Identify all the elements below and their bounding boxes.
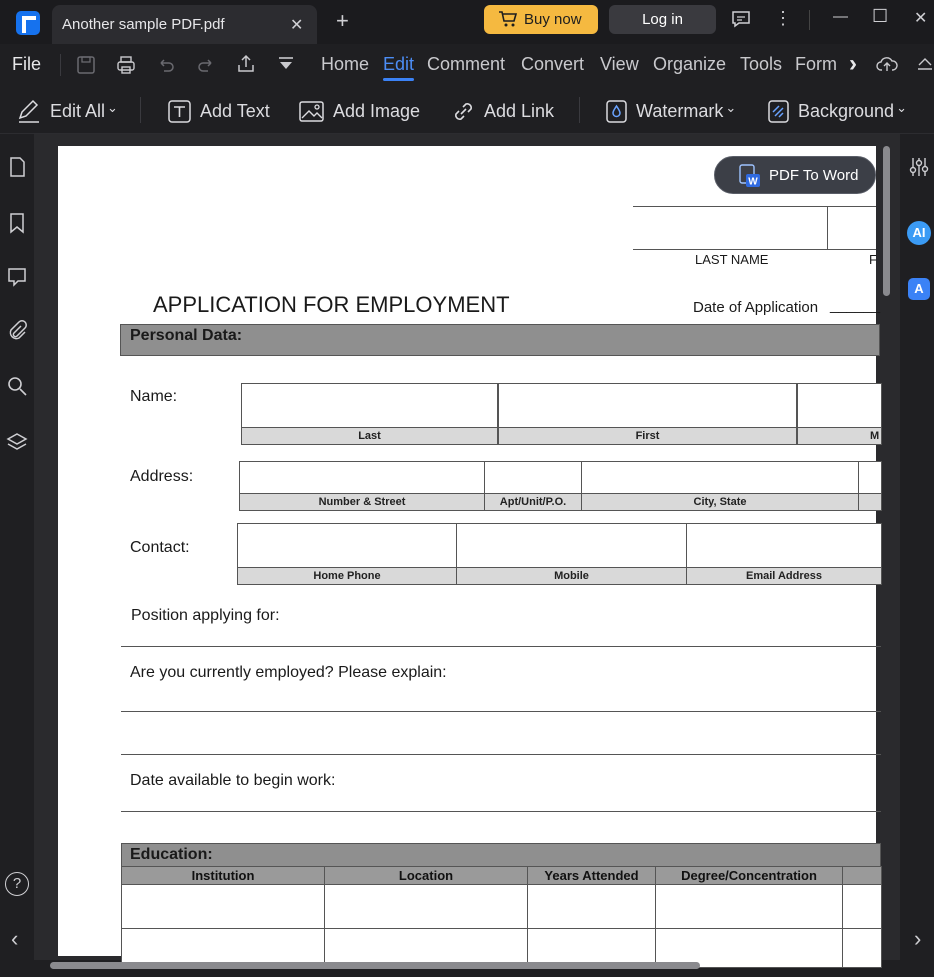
close-window-icon[interactable]: ✕ bbox=[914, 10, 928, 27]
pdf-page[interactable] bbox=[58, 146, 881, 956]
image-icon bbox=[298, 100, 325, 123]
edu-cell[interactable] bbox=[121, 884, 325, 929]
edu-cell[interactable] bbox=[324, 884, 528, 929]
edu-cell[interactable] bbox=[842, 884, 882, 929]
app-logo-icon bbox=[16, 11, 40, 35]
apt-field[interactable] bbox=[484, 461, 582, 494]
left-sidebar bbox=[0, 134, 34, 977]
first-label: First bbox=[498, 427, 797, 445]
edu-col-extra bbox=[842, 866, 882, 885]
menu-bar bbox=[0, 44, 934, 88]
zip-field[interactable] bbox=[858, 461, 882, 494]
add-text-label: Add Text bbox=[200, 100, 270, 121]
edit-toolbar bbox=[0, 88, 934, 134]
background-label: Background bbox=[798, 100, 895, 121]
document-tab[interactable] bbox=[52, 5, 317, 44]
layers-icon[interactable] bbox=[6, 431, 28, 453]
cart-icon bbox=[498, 10, 518, 28]
street-field[interactable] bbox=[239, 461, 485, 494]
toolbar-divider bbox=[579, 97, 580, 123]
edu-cell[interactable] bbox=[842, 928, 882, 968]
feedback-icon[interactable] bbox=[731, 10, 751, 28]
edu-cell[interactable] bbox=[527, 884, 656, 929]
new-tab-icon[interactable]: + bbox=[336, 8, 349, 33]
menu-divider bbox=[60, 54, 61, 76]
redo-icon[interactable] bbox=[196, 55, 216, 75]
menu-tools[interactable]: Tools bbox=[740, 54, 783, 74]
city-state-field[interactable] bbox=[581, 461, 859, 494]
menu-more-icon[interactable]: › bbox=[849, 50, 857, 77]
word-icon bbox=[737, 164, 761, 188]
city-state-label: City, State bbox=[581, 493, 859, 511]
edu-col-location: Location bbox=[324, 866, 528, 885]
watermark-button[interactable] bbox=[605, 96, 736, 126]
collapse-panel-icon[interactable]: ‹ bbox=[11, 926, 19, 951]
titlebar-divider bbox=[809, 10, 810, 30]
edit-pen-icon bbox=[16, 98, 42, 124]
menu-organize[interactable]: Organize bbox=[653, 54, 727, 74]
pages-icon[interactable] bbox=[6, 156, 28, 178]
watermark-drop-icon bbox=[605, 99, 628, 124]
mobile-label: Mobile bbox=[456, 567, 687, 585]
undo-icon[interactable] bbox=[156, 55, 176, 75]
first-name-header: F bbox=[869, 252, 877, 267]
date-of-application-label: Date of Application bbox=[693, 299, 819, 316]
email-label: Email Address bbox=[686, 567, 882, 585]
edu-col-institution: Institution bbox=[121, 866, 325, 885]
last-name-field[interactable] bbox=[241, 383, 498, 428]
last-name-header: LAST NAME bbox=[695, 252, 769, 267]
employed-line-2[interactable] bbox=[121, 754, 881, 755]
menu-form[interactable]: Form bbox=[795, 54, 837, 74]
education-band bbox=[121, 843, 881, 867]
personal-data-heading: Personal Data: bbox=[130, 327, 243, 344]
date-of-application-line: ______ bbox=[830, 297, 881, 314]
add-link-label: Add Link bbox=[484, 100, 555, 121]
add-link-button[interactable] bbox=[451, 96, 554, 126]
address-label: Address: bbox=[130, 468, 194, 485]
tab-close-icon[interactable]: ✕ bbox=[290, 17, 304, 34]
bookmark-icon[interactable] bbox=[6, 212, 28, 234]
form-title: APPLICATION FOR EMPLOYMENT bbox=[153, 292, 510, 317]
text-box-icon bbox=[167, 99, 192, 124]
contact-label: Contact: bbox=[130, 539, 190, 556]
date-available-label: Date available to begin work: bbox=[130, 772, 336, 789]
edit-all-label: Edit All bbox=[50, 100, 106, 121]
menu-comment[interactable]: Comment bbox=[427, 54, 506, 74]
header-rule bbox=[633, 206, 876, 207]
word-badge: W bbox=[748, 176, 758, 188]
position-label: Position applying for: bbox=[131, 607, 280, 624]
education-heading: Education: bbox=[130, 846, 213, 863]
buy-now-button[interactable] bbox=[484, 5, 598, 34]
edit-all-button[interactable] bbox=[16, 96, 118, 126]
watermark-label: Watermark bbox=[636, 100, 724, 121]
employed-line[interactable] bbox=[121, 711, 881, 712]
buy-now-label: Buy now bbox=[524, 11, 582, 28]
header-divider bbox=[827, 206, 828, 249]
login-button[interactable]: Log in bbox=[609, 5, 716, 34]
home-phone-field[interactable] bbox=[237, 523, 457, 568]
middle-name-field[interactable] bbox=[797, 383, 882, 428]
add-image-label: Add Image bbox=[333, 100, 421, 121]
watermark-caret-icon: ⌄ bbox=[725, 100, 737, 115]
pdf-to-word-label: PDF To Word bbox=[769, 167, 859, 184]
file-menu[interactable]: File bbox=[12, 54, 42, 74]
properties-sliders-icon[interactable] bbox=[909, 156, 929, 178]
middle-label: M bbox=[797, 427, 882, 445]
print-icon[interactable] bbox=[116, 55, 136, 75]
background-icon bbox=[767, 99, 790, 124]
search-icon[interactable] bbox=[6, 375, 28, 397]
employed-label: Are you currently employed? Please explain: bbox=[130, 664, 447, 681]
home-phone-label: Home Phone bbox=[237, 567, 457, 585]
share-icon[interactable] bbox=[236, 54, 256, 74]
edu-col-years: Years Attended bbox=[527, 866, 656, 885]
date-available-line[interactable] bbox=[121, 811, 881, 812]
edu-col-degree: Degree/Concentration bbox=[655, 866, 843, 885]
collapse-ribbon-icon[interactable] bbox=[916, 56, 934, 70]
title-bar bbox=[0, 0, 934, 44]
minimize-icon[interactable]: — bbox=[833, 8, 848, 25]
expand-panel-icon[interactable]: › bbox=[914, 926, 922, 951]
link-icon bbox=[451, 99, 476, 124]
first-name-field[interactable] bbox=[498, 383, 797, 428]
maximize-icon[interactable]: ☐ bbox=[872, 6, 889, 26]
apt-label: Apt/Unit/P.O. bbox=[484, 493, 582, 511]
cloud-upload-icon[interactable] bbox=[876, 54, 898, 74]
quick-access-dropdown-icon[interactable] bbox=[277, 56, 295, 72]
add-image-button[interactable] bbox=[298, 96, 420, 126]
menu-home[interactable]: Home bbox=[321, 54, 370, 74]
zip-label bbox=[858, 493, 882, 511]
save-icon[interactable] bbox=[76, 55, 96, 75]
add-text-button[interactable] bbox=[167, 96, 270, 126]
comment-icon[interactable] bbox=[6, 266, 28, 288]
tab-title: Another sample PDF.pdf bbox=[62, 16, 225, 33]
menu-convert[interactable]: Convert bbox=[521, 54, 585, 74]
ai-assistant-icon[interactable]: AI bbox=[907, 221, 931, 245]
translate-icon[interactable]: A bbox=[908, 278, 930, 300]
attachment-icon[interactable] bbox=[6, 320, 28, 342]
toolbar-divider bbox=[140, 97, 141, 123]
pdf-to-word-button[interactable] bbox=[714, 156, 876, 194]
vertical-scrollbar[interactable] bbox=[883, 146, 890, 296]
menu-view[interactable]: View bbox=[600, 54, 639, 74]
last-label: Last bbox=[241, 427, 498, 445]
menu-edit[interactable]: Edit bbox=[383, 54, 415, 74]
name-label: Name: bbox=[130, 388, 178, 405]
horizontal-scrollbar[interactable] bbox=[50, 962, 700, 969]
street-label: Number & Street bbox=[239, 493, 485, 511]
help-icon[interactable]: ? bbox=[5, 872, 29, 896]
document-canvas[interactable] bbox=[34, 134, 900, 960]
mobile-field[interactable] bbox=[456, 523, 687, 568]
background-button[interactable] bbox=[767, 96, 907, 126]
header-rule bbox=[633, 249, 876, 250]
more-options-icon[interactable]: ⋮ bbox=[774, 8, 792, 28]
edu-cell[interactable] bbox=[655, 884, 843, 929]
right-sidebar bbox=[900, 134, 934, 977]
edit-all-caret-icon: ⌄ bbox=[107, 100, 118, 115]
email-field[interactable] bbox=[686, 523, 882, 568]
position-line[interactable] bbox=[121, 646, 881, 647]
background-caret-icon: ⌄ bbox=[896, 100, 907, 115]
